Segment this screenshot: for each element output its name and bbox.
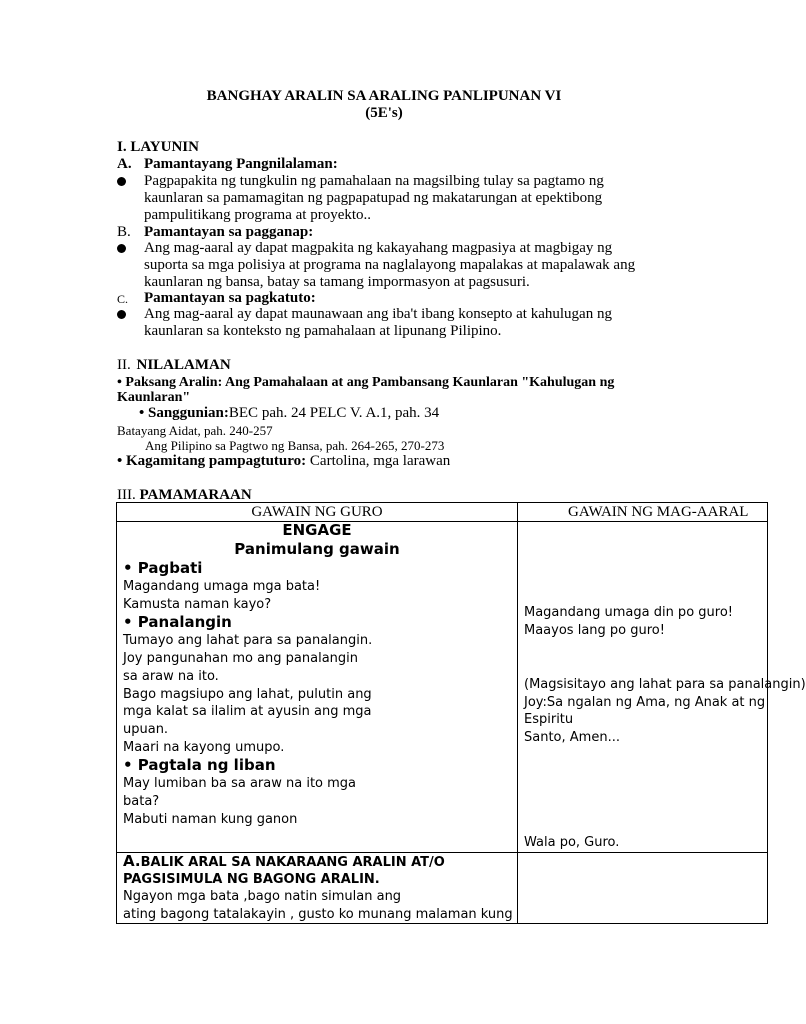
layunin-b-text: Ang mag-aaral ay dapat magpakita ng kakayahang magpasiya at magbigay ng suporta sa mga polisiya at programa na naglalayong mapalakas at mapalawak ang kaunlaran ng bansa, batay sa tamang impormasyon at pagsusuri.	[144, 240, 636, 290]
balik-aral-student-cell	[518, 853, 768, 924]
kagamitan: • Kagamitang pampagtuturo: Cartolina, mga larawan	[117, 453, 451, 469]
page-subtitle: (5E's)	[365, 105, 403, 121]
section-nilalaman: II. NILALAMAN	[117, 357, 231, 373]
layunin-a-text: Pagpapakita ng tungkulin ng pamahalaan na magsilbing tulay sa pagtamo ng kaunlaran sa pamamagitan ng pagpapatupad ng makatarungan at epektibong pampulitikang programa at proyekto..	[144, 173, 604, 223]
section-layunin-heading: I. LAYUNIN	[117, 139, 199, 155]
lesson-plan-table	[116, 502, 806, 924]
bullet-icon	[117, 244, 126, 253]
layunin-c-label: Pamantayan sa pagkatuto:	[144, 290, 316, 306]
engage-teacher-cell: ENGAGE Panimulang gawain • Pagbati Magandang umaga mga bata! Kamusta naman kayo? • Panalangin Tumayo ang lahat para sa panalangin. Joy pangunahan mo ang panalangin sa araw na ito. Bago magsiupo ang lahat, pulutin ang mga kalat sa ilalim at ayusin ang mga upuan. Maari na kayong umupo. • Pagtala ng liban May lumiban ba sa araw na ito mga bata? Mabuti naman kung ganon	[117, 522, 518, 853]
panalangin-heading: • Panalangin	[123, 613, 232, 632]
layunin-a-marker: A.	[117, 156, 132, 172]
balik-aral-teacher-cell: A.BALIK ARAL SA NAKARAANG ARALIN AT/O PAGSISIMULA NG BAGONG ARALIN. Ngayon mga bata ,bago natin simulan ang ating bagong tatalakayin , gusto ko munang malaman kung	[117, 853, 518, 924]
layunin-b-marker: B.	[117, 224, 131, 240]
page-title: BANGHAY ARALIN SA ARALING PANLIPUNAN VI	[206, 88, 562, 104]
bullet-icon	[117, 310, 126, 319]
pagtala-heading: • Pagtala ng liban	[123, 756, 276, 775]
pagbati-heading: • Pagbati	[123, 559, 203, 577]
table-header-row	[117, 503, 768, 522]
bullet-icon	[117, 177, 126, 186]
layunin-b-label: Pamantayan sa pagganap:	[144, 224, 314, 240]
sanggunian: • Sanggunian:BEC pah. 24 PELC V. A.1, pah. 34	[139, 405, 440, 421]
engage-heading: ENGAGE	[282, 521, 352, 539]
layunin-c-text: Ang mag-aaral ay dapat maunawaan ang iba't ibang konsepto at kahulugan ng kaunlaran sa konteksto ng pamahalaan at lipunang Pilipino.	[144, 306, 612, 339]
paksang-aralin: • Paksang Aralin: Ang Pamahalaan at ang Pambansang Kaunlaran "Kahulugan ng	[117, 375, 615, 390]
layunin-c-marker: C.	[117, 292, 129, 306]
column-header-magaaral: GAWAIN NG MAG-AARAL	[518, 503, 768, 522]
panimula-heading: Panimulang gawain	[234, 540, 400, 558]
paksang-aralin-cont: Kaunlaran"	[117, 390, 191, 405]
section-pamamaraan: III. PAMAMARAAN	[117, 487, 252, 503]
table-row	[117, 522, 768, 853]
column-header-guro: GAWAIN NG GURO	[117, 503, 518, 522]
table-row	[117, 853, 768, 924]
balik-aral-heading: A.BALIK ARAL SA NAKARAANG ARALIN AT/O	[123, 852, 445, 870]
layunin-a-label: Pamantayang Pangnilalaman:	[144, 156, 338, 172]
engage-student-cell: Magandang umaga din po guro! Maayos lang po guro! (Magsisitayo ang lahat para sa panalangin) Joy:Sa ngalan ng Ama, ng Anak at ng Espiritu Santo, Amen... Wala po, Guro.	[518, 522, 768, 853]
reference-1: Batayang Aidat, pah. 240-257	[117, 423, 273, 438]
reference-2: Ang Pilipino sa Pagtwo ng Bansa, pah. 264-265, 270-273	[145, 438, 445, 453]
